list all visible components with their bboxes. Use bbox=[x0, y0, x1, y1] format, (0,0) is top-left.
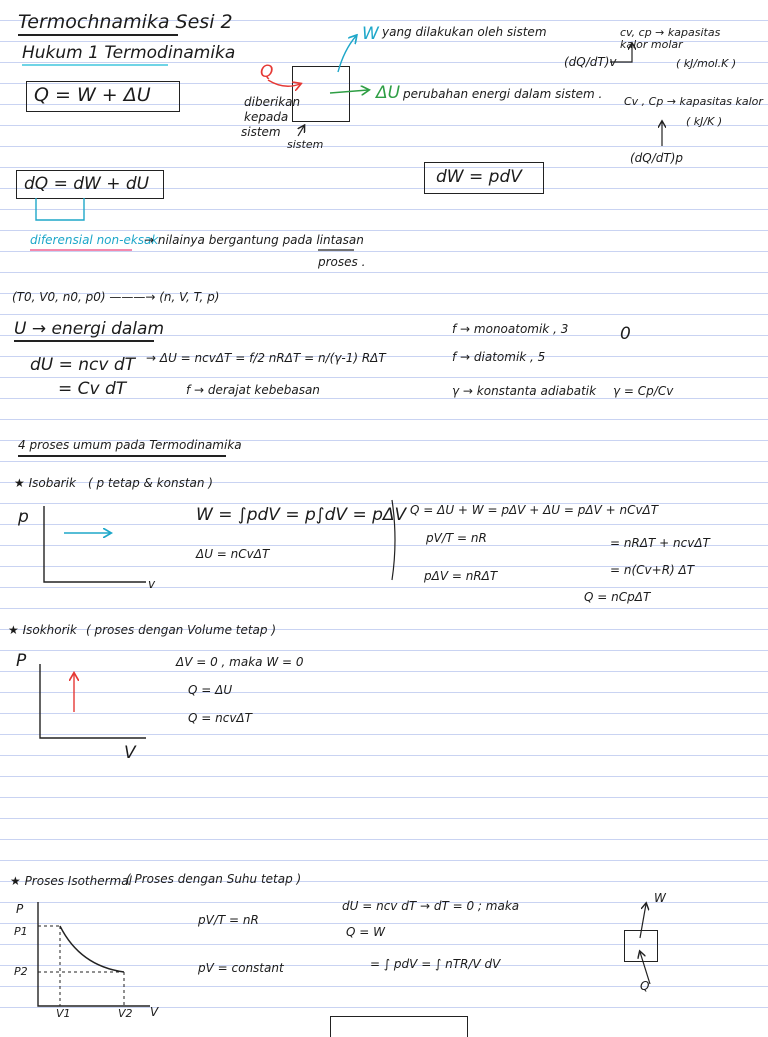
isothermal-v2: V2 bbox=[118, 1007, 133, 1020]
work-description: yang dilakukan oleh sistem bbox=[382, 25, 547, 39]
du-equation: dU = ncv dT bbox=[30, 355, 136, 375]
isobaric-heat-2: = nRΔT + ncvΔT bbox=[610, 536, 710, 550]
isochoric-description: ( proses dengan Volume tetap ) bbox=[86, 623, 277, 637]
isobaric-ideal-gas: pV/T = nR bbox=[426, 531, 487, 545]
du-equation-cv: = Cv dT bbox=[58, 379, 127, 399]
internal-energy-underline bbox=[14, 340, 154, 342]
first-law-heading: Hukum 1 Termodinamika bbox=[22, 43, 236, 63]
non-exact-label: diferensial non-eksak bbox=[30, 233, 159, 247]
isochoric-heat-1: Q = ΔU bbox=[188, 683, 233, 697]
isothermal-w-label: W bbox=[654, 891, 666, 905]
diatomic-row: f → diatomik , 5 bbox=[452, 350, 546, 364]
isobaric-description: ( p tetap & konstan ) bbox=[88, 476, 213, 490]
isothermal-q-equals-w: Q = W bbox=[346, 925, 385, 939]
internal-energy-heading: U → energi dalam bbox=[14, 319, 165, 339]
zero-mark: 0 bbox=[620, 324, 631, 344]
isothermal-integral: = ∫ pdV = ∫ nTR/V dV bbox=[370, 957, 501, 971]
isothermal-axis-v: V bbox=[150, 1005, 159, 1019]
dqdt-v: (dQ/dT)v bbox=[564, 55, 617, 69]
given-label-3: sistem bbox=[241, 125, 281, 139]
heat-capacity-unit: ( kJ/K ) bbox=[686, 115, 723, 128]
system-label: sistem bbox=[287, 138, 324, 151]
title-underline bbox=[18, 34, 178, 36]
isochoric-heat-2: Q = ncvΔT bbox=[188, 711, 252, 725]
isothermal-axis-p: P bbox=[16, 902, 24, 916]
given-label-2: kepada bbox=[244, 110, 289, 124]
work-equation: dW = pdV bbox=[436, 167, 522, 187]
work-label: W bbox=[362, 24, 379, 44]
non-exact-description-2: proses . bbox=[318, 255, 366, 269]
heat-label: Q bbox=[260, 62, 274, 82]
isothermal-pv-constant: pV = constant bbox=[198, 961, 284, 975]
monatomic-row: f → monoatomik , 3 bbox=[452, 322, 569, 336]
given-label-1: diberikan bbox=[244, 95, 301, 109]
four-processes-heading: 4 proses umum pada Termodinamika bbox=[18, 438, 242, 452]
first-law-equation: Q = W + ΔU bbox=[34, 84, 151, 106]
dqdt-p: (dQ/dT)p bbox=[630, 151, 684, 165]
isothermal-v1: V1 bbox=[56, 1007, 71, 1020]
isothermal-description: ( Proses dengan Suhu tetap ) bbox=[126, 872, 302, 886]
du-description: perubahan energi dalam sistem . bbox=[403, 87, 603, 101]
isochoric-title: ★ Isokhorik bbox=[8, 623, 77, 637]
molar-unit: ( kJ/mol.K ) bbox=[676, 57, 737, 70]
molar-heat-capacity: cv, cp → kapasitas kalor molar bbox=[620, 26, 721, 52]
first-law-underline bbox=[22, 64, 168, 66]
isothermal-system-box bbox=[624, 930, 658, 962]
degrees-of-freedom: f → derajat kebebasan bbox=[186, 383, 320, 397]
isothermal-title: ★ Proses Isothermal bbox=[10, 874, 132, 888]
isothermal-p2: P2 bbox=[14, 965, 28, 978]
isochoric-axis-p: P bbox=[16, 651, 27, 671]
delta-u-equation: → ΔU = ncvΔT = f/2 nRΔT = n/(γ-1) RΔT bbox=[146, 351, 386, 365]
isobaric-pdv: pΔV = nRΔT bbox=[424, 569, 498, 583]
heat-capacity: Cv , Cp → kapasitas kalor bbox=[624, 95, 763, 108]
isochoric-axis-v: V bbox=[124, 743, 136, 763]
system-box bbox=[292, 66, 350, 122]
isobaric-heat-3: = n(Cv+R) ΔT bbox=[610, 563, 695, 577]
four-processes-underline bbox=[18, 455, 226, 457]
differential-equation: dQ = dW + dU bbox=[24, 174, 150, 194]
isobaric-heat-1: Q = ΔU + W = pΔV + ΔU = pΔV + nCvΔT bbox=[410, 503, 659, 517]
isobaric-axis-v: v bbox=[148, 577, 156, 591]
page-title: Termochnamika Sesi 2 bbox=[18, 11, 233, 33]
isobaric-work: W = ∫pdV = p∫dV = pΔV bbox=[196, 505, 407, 525]
isobaric-delta-u: ΔU = nCvΔT bbox=[196, 547, 270, 561]
isobaric-title: ★ Isobarik bbox=[14, 476, 76, 490]
state-transition: (T0, V0, n0, p0) ———→ (n, V, T, p) bbox=[12, 290, 220, 304]
isothermal-p1: P1 bbox=[14, 925, 28, 938]
isobaric-heat-4: Q = nCpΔT bbox=[584, 590, 651, 604]
du-label: ΔU bbox=[376, 83, 401, 103]
isobaric-axis-p: p bbox=[18, 507, 29, 527]
non-exact-description: → nilainya bergantung pada lintasan bbox=[144, 233, 364, 247]
isothermal-ideal-gas: pV/T = nR bbox=[198, 913, 259, 927]
isothermal-q-label: Q bbox=[640, 979, 650, 993]
gamma-equation: γ = Cp/Cv bbox=[613, 384, 674, 398]
adiabatic-constant: γ → konstanta adiabatik bbox=[452, 384, 597, 398]
bottom-box bbox=[330, 1016, 468, 1037]
isochoric-volume: ΔV = 0 , maka W = 0 bbox=[176, 655, 304, 669]
isothermal-du: dU = ncv dT → dT = 0 ; maka bbox=[342, 899, 520, 913]
